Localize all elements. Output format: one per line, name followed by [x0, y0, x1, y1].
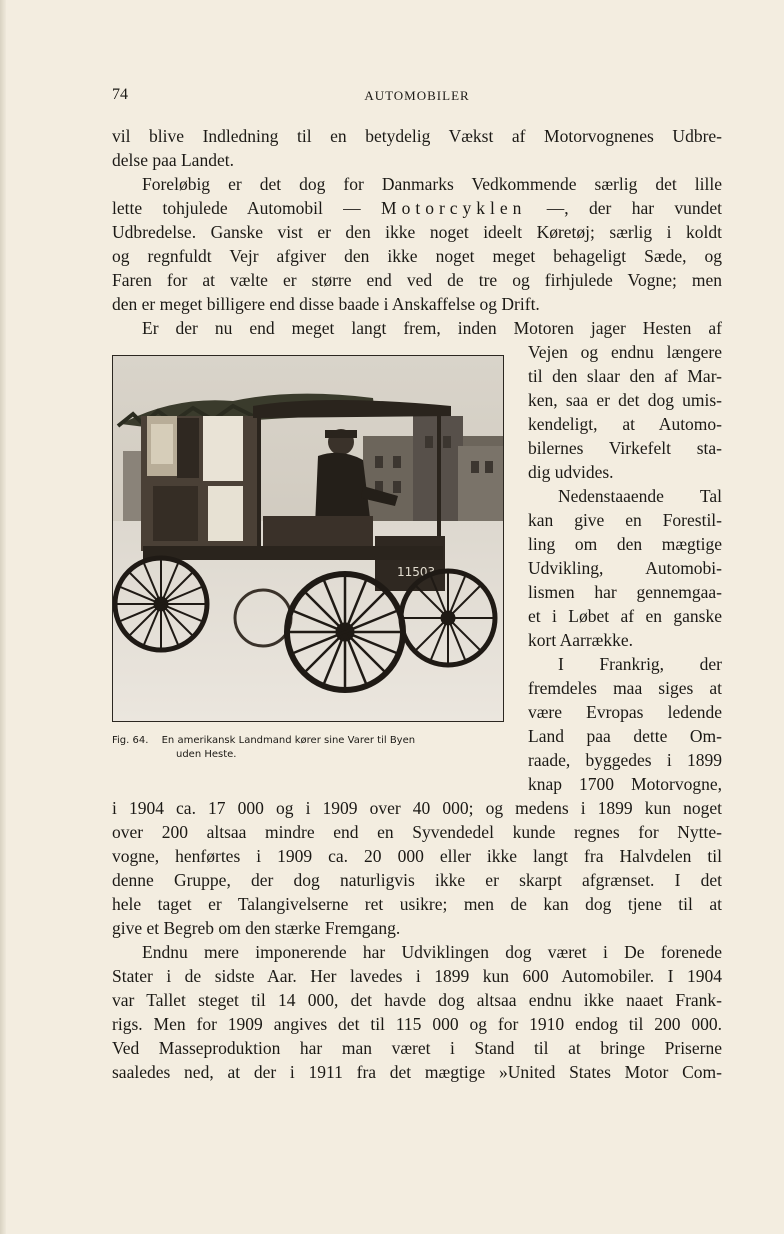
emphasized-word: Motorcyklen: [381, 198, 527, 218]
text-line: raade, byggedes i 1899: [528, 750, 722, 770]
text-line: i 1904 ca. 17 000 og i 1909 over 40 000; og medens i 1899 kun noget: [112, 798, 722, 818]
text-line: dig udvides.: [528, 462, 614, 482]
text-line: et i Løbet af en ganske: [528, 606, 722, 626]
text-line: Udvikling, Automobi-: [528, 558, 722, 578]
text-line: ling om den mægtige: [528, 534, 722, 554]
page-header: [112, 86, 722, 108]
text-line: Foreløbig er det dog for Danmarks Vedkommende særlig det lille: [142, 174, 722, 194]
text-line: delse paa Landet.: [112, 150, 234, 170]
text-segment: lette tohjulede Automobil —: [112, 198, 361, 218]
text-line: Udbredelse. Ganske vist er den ikke noget ideelt Køretøj; særlig i koldt: [112, 222, 722, 242]
text-line: over 200 altsaa mindre end en Syvendedel kunde regnes for Nytte-: [112, 822, 722, 842]
caption-continuation: uden Heste.: [176, 749, 237, 760]
text-line: Endnu mere imponerende har Udviklingen dog været i De forenede: [142, 942, 722, 962]
text-line: I Frankrig, der: [558, 654, 722, 674]
text-line: være Evropas ledende: [528, 702, 722, 722]
text-line: lismen har gennemgaa-: [528, 582, 722, 602]
figure-caption: [112, 734, 504, 762]
caption-text: En amerikansk Landmand kører sine Varer til Byen: [161, 735, 416, 746]
text-line: vil blive Indledning til en betydelig Vækst af Motorvognenes Udbre-: [112, 126, 722, 146]
figure-label: Fig. 64.: [112, 735, 149, 746]
text-line: fremdeles maa siges at: [528, 678, 722, 698]
text-line: knap 1700 Motorvogne,: [528, 774, 722, 794]
text-line: ken, saa er det dog umis-: [528, 390, 722, 410]
page-number: 74: [112, 86, 128, 103]
text-line: og regnfuldt Vejr afgiver den ikke noget meget behageligt Sæde, og: [112, 246, 722, 266]
text-line: Er der nu end meget langt frem, inden Motoren jager Hesten af: [142, 318, 722, 338]
figure-photo: [112, 355, 504, 722]
page-edge: [0, 0, 6, 1234]
text-line: Stater i de sidste Aar. Her lavedes i 1899 kun 600 Automobiler. I 1904: [112, 966, 722, 986]
text-segment: —, der har vundet: [546, 198, 723, 218]
text-line: bilernes Virkefelt sta-: [528, 438, 722, 458]
text-line: var Tallet steget til 14 000, det havde dog altsaa endnu ikke naaet Frank-: [112, 990, 722, 1010]
text-line: saaledes ned, at der i 1911 fra det mægtige »United States Motor Com-: [112, 1062, 722, 1082]
text-line: den er meget billigere end disse baade i Anskaffelse og Drift.: [112, 294, 540, 314]
text-line: til den slaar den af Mar-: [528, 366, 722, 386]
text-line-spaced: [112, 196, 722, 220]
text-line: kendeligt, at Automo-: [528, 414, 722, 434]
text-line: vogne, henførtes i 1909 ca. 20 000 eller ikke langt fra Halvdelen til: [112, 846, 722, 866]
text-line: denne Gruppe, der dog naturligvis ikke er skarpt afgrænset. I det: [112, 870, 722, 890]
running-title: AUTOMOBILER: [364, 88, 470, 103]
text-line: Nedenstaaende Tal: [558, 486, 722, 506]
text-line: kort Aarrække.: [528, 630, 633, 650]
text-line: Land paa dette Om-: [528, 726, 722, 746]
text-line: Faren for at vælte er større end ved de tre og firhjulede Vogne; men: [112, 270, 722, 290]
text-line: Ved Masseproduktion har man været i Stand til at bringe Priserne: [112, 1038, 722, 1058]
motor-wagon-illustration: [113, 356, 503, 721]
plate-number: 11503: [397, 565, 436, 579]
text-line: Vejen og endnu længere: [528, 342, 722, 362]
text-line: rigs. Men for 1909 angives det til 115 000 og for 1910 endog til 200 000.: [112, 1014, 722, 1034]
text-line: give et Begreb om den stærke Fremgang.: [112, 918, 401, 938]
text-line: hele taget er Talangivelserne ret usikre; men de kan dog tjene til at: [112, 894, 722, 914]
caption-line: [112, 734, 504, 748]
text-line: kan give en Forestil-: [528, 510, 722, 530]
